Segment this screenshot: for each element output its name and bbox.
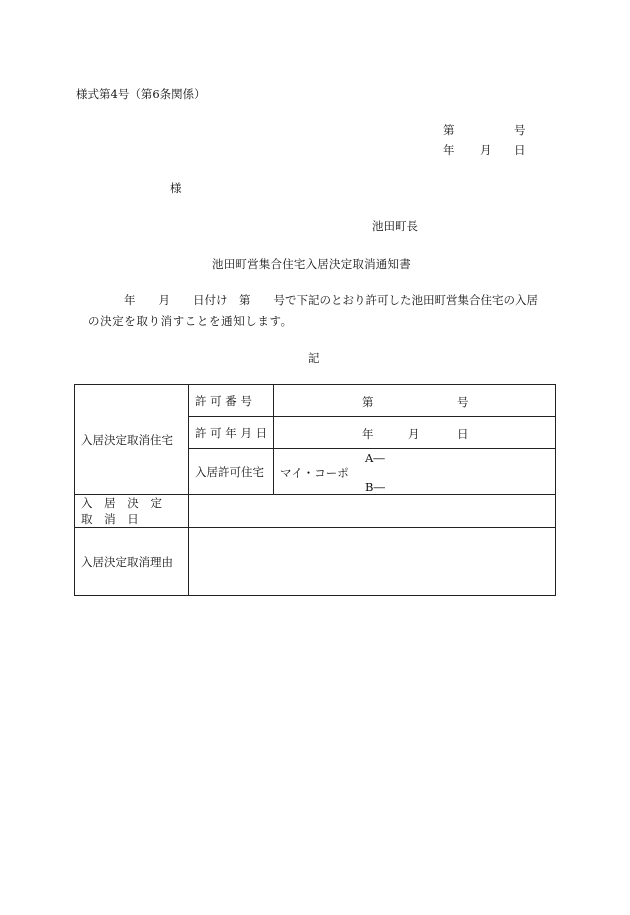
house-cell	[274, 449, 556, 495]
addressee-suffix: 様	[170, 181, 182, 195]
permit-date-day: 日	[457, 427, 469, 441]
cancellation-table	[74, 384, 556, 596]
form-number: 様式第4号（第6条関係）	[76, 87, 206, 101]
notice-date-month: 月	[480, 143, 492, 157]
house-b: B―	[365, 480, 385, 494]
permit-number-label: 許 可 番 号	[189, 385, 274, 417]
notice-number-go: 号	[514, 123, 526, 137]
cancel-reason-value	[189, 528, 556, 596]
cancel-date-value	[189, 495, 556, 528]
permit-date-year: 年	[362, 427, 374, 441]
permit-date-cell	[274, 417, 556, 449]
house-label: 入居許可住宅	[189, 449, 274, 495]
cancel-date-label: 入 居 決 定 取 消 日	[75, 495, 189, 528]
group-label: 入居決定取消住宅	[75, 385, 189, 495]
notice-number-dai: 第	[443, 123, 455, 137]
permit-number-dai: 第	[362, 395, 374, 409]
table-row	[75, 495, 556, 528]
sender-name: 池田町長	[372, 219, 418, 233]
cancel-reason-label: 入居決定取消理由	[75, 528, 189, 596]
document-title: 池田町営集合住宅入居決定取消通知書	[212, 257, 411, 271]
permit-date-label: 許 可 年 月 日	[189, 417, 274, 449]
body-line-1: 年 月 日付け 第 号で下記のとおり許可した池田町営集合住宅の入居	[124, 293, 538, 307]
house-a: A―	[365, 451, 385, 465]
permit-date-month: 月	[408, 427, 420, 441]
table-row	[75, 385, 556, 417]
notice-date-day: 日	[514, 143, 526, 157]
ki-heading: 記	[308, 351, 320, 365]
notice-date-year: 年	[443, 143, 455, 157]
permit-number-cell	[274, 385, 556, 417]
body-line-2: の決定を取り消すことを通知します。	[88, 314, 293, 328]
table-row	[75, 528, 556, 596]
house-name: マイ・コーポ	[280, 466, 349, 480]
permit-number-go: 号	[457, 395, 469, 409]
